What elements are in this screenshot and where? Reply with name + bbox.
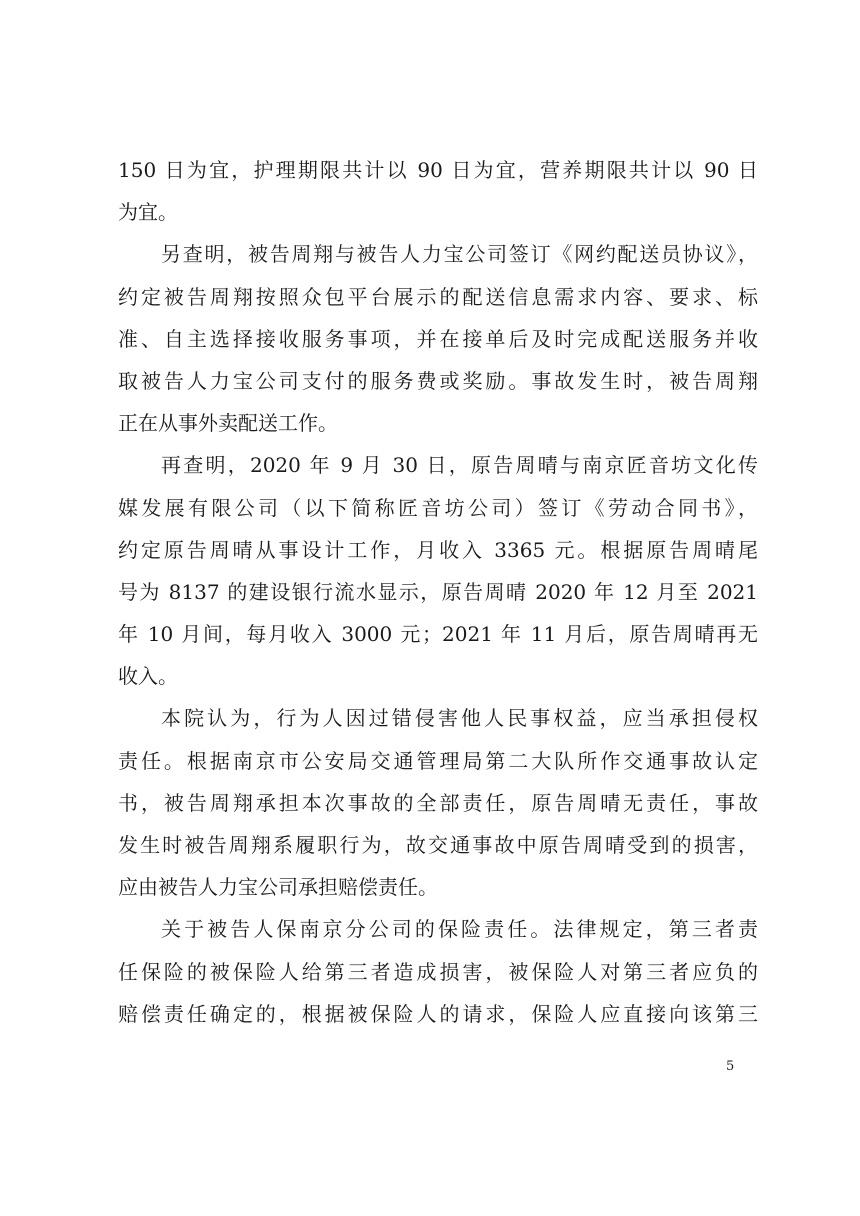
text-line: 为宜。 — [118, 200, 178, 225]
text-line: 约定原告周晴从事设计工作，月收入 3365 元。根据原告周晴尾 — [118, 537, 758, 562]
text-line: 约定被告周翔按照众包平台展示的配送信息需求内容、要求、标 — [118, 284, 758, 309]
paragraph-start-line: 本院认为，行为人因过错侵害他人民事权益，应当承担侵权 — [161, 706, 758, 731]
text-line: 媒发展有限公司（以下简称匠音坊公司）签订《劳动合同书》， — [118, 495, 758, 520]
text-line: 发生时被告周翔系履职行为，故交通事故中原告周晴受到的损害， — [118, 833, 758, 857]
text-line: 书，被告周翔承担本次事故的全部责任，原告周晴无责任，事故 — [118, 790, 758, 815]
text-line: 准、自主选择接收服务事项，并在接单后及时完成配送服务并收 — [118, 326, 758, 351]
paragraph-start-line: 关于被告人保南京分公司的保险责任。法律规定，第三者责 — [161, 917, 758, 942]
text-line: 年 10 月间，每月收入 3000 元；2021 年 11 月后，原告周晴再无 — [118, 622, 758, 647]
text-line: 应由被告人力宝公司承担赔偿责任。 — [118, 875, 438, 900]
text-line: 责任。根据南京市公安局交通管理局第二大队所作交通事故认定 — [118, 748, 758, 773]
text-line: 正在从事外卖配送工作。 — [118, 411, 338, 436]
text-line: 号为 8137 的建设银行流水显示，原告周晴 2020 年 12 月至 2021 — [118, 579, 758, 604]
text-line: 取被告人力宝公司支付的服务费或奖励。事故发生时，被告周翔 — [118, 368, 758, 393]
text-line: 赔偿责任确定的，根据被保险人的请求，保险人应直接向该第三 — [118, 1001, 758, 1026]
paragraph-start-line: 再查明，2020 年 9 月 30 日，原告周晴与南京匠音坊文化传 — [161, 453, 758, 478]
document-body — [118, 149, 758, 1035]
text-line: 收入。 — [118, 664, 178, 689]
paragraph-start-line: 另查明，被告周翔与被告人力宝公司签订《网约配送员协议》， — [161, 242, 758, 267]
text-line: 150 日为宜，护理期限共计以 90 日为宜，营养期限共计以 90 日 — [118, 158, 758, 182]
page-number: 5 — [726, 1059, 735, 1074]
text-line: 任保险的被保险人给第三者造成损害，被保险人对第三者应负的 — [118, 959, 758, 984]
